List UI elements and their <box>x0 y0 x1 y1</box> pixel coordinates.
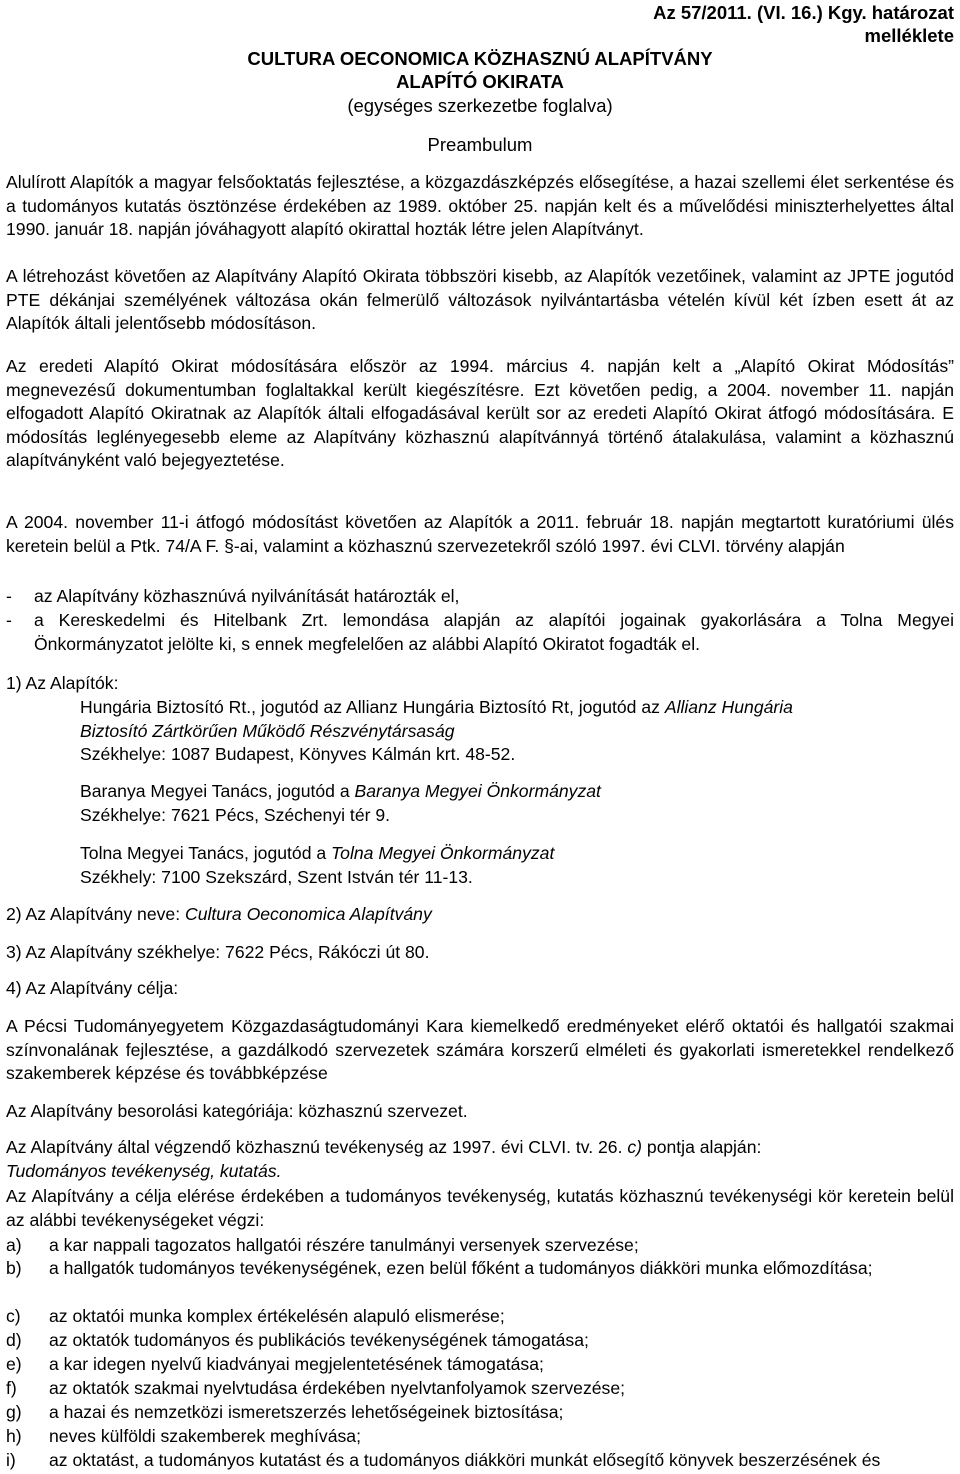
dash-item-text: az Alapítvány közhasznúvá nyilvánítását határozták el, <box>34 586 460 606</box>
founder-2-successor: Baranya Megyei Önkormányzat <box>354 781 601 801</box>
item-mark: f) <box>6 1378 17 1398</box>
founder-2-seat: Székhelye: 7621 Pécs, Széchenyi tér 9. <box>80 804 391 825</box>
founder-3-name: Tolna Megyei Tanács, jogutód a <box>80 843 327 863</box>
item-text: neves külföldi szakemberek meghívása; <box>49 1426 361 1446</box>
consolidated-note: (egységes szerkezetbe foglalva) <box>347 95 613 116</box>
item-text: az oktatók tudományos és publikációs tevékenységének támogatása; <box>49 1330 589 1350</box>
dash-mark: - <box>6 610 12 630</box>
item-text: az oktatók szakmai nyelvtudása érdekében nyelvtanfolyamok szervezése; <box>49 1378 626 1398</box>
dash-mark: - <box>6 586 12 606</box>
item-mark: i) <box>6 1450 16 1470</box>
item-mark: g) <box>6 1402 22 1422</box>
section-2 <box>6 903 954 927</box>
founder-1-successor-a: Allianz Hungária <box>664 697 793 717</box>
founder-1-name-line <box>80 696 954 720</box>
document-title: ALAPÍTÓ OKIRATA <box>396 71 564 92</box>
decree-ref-line: Az 57/2011. (VI. 16.) Kgy. határozat <box>653 2 954 23</box>
section-1-heading: 1) Az Alapítók: <box>6 673 119 693</box>
activity-text-a: Az Alapítvány által végzendő közhasznú tevékenység az 1997. évi CLVI. tv. 26. <box>6 1137 623 1157</box>
section-4-activity <box>6 1136 954 1183</box>
decree-reference <box>554 2 954 47</box>
preamble-paragraph-1: Alulírott Alapítók a magyar felsőoktatás fejlesztése, a közgazdászképzés elősegítése, a hazai szellemi élet serkentése és a tudományos kutatás ösztönzése érdekében az 1989. október 25. napján kelt és a művelődési miniszterhelyettes által 1990. január 18. napján jóváhagyott alapító okirattal hozták létre jelen Alapítványt. <box>6 172 954 239</box>
section-2-label: 2) Az Alapítvány neve: <box>6 904 181 924</box>
item-mark: e) <box>6 1354 22 1374</box>
founder-1 <box>80 696 954 767</box>
foundation-name-value: Cultura Oeconomica Alapítvány <box>184 904 432 924</box>
section-4-heading: 4) Az Alapítvány célja: <box>6 978 179 998</box>
item-text: az oktatást, a tudományos kutatást és a tudományos diákköri munkát elősegítő könyvek beszerzésének és <box>49 1450 881 1470</box>
decree-suffix-line: melléklete <box>864 24 954 46</box>
section-4-goal: A Pécsi Tudományegyetem Közgazdaságtudományi Kara kiemelkedő eredményeket elérő oktatói és hallgatói szakmai színvonalának fejlesztése, a gazdálkodó szervezetek számára korszerű elméleti és gyakorlati ismeretekkel rendelkező szakemberek képzése és továbbképzése <box>6 1016 954 1083</box>
founder-2-name-line <box>80 780 954 804</box>
preamble-paragraph-4: A 2004. november 11-i átfogó módosítást követően az Alapítók a 2011. február 18. napján megtartott kuratóriumi ülés keretein belül a Ptk. 74/A F. §-ai, valamint a közhasznú szervezetekről szóló 1997. évi CLVI. törvény alapján <box>6 512 954 556</box>
item-text: a hallgatók tudományos tevékenységének, ezen belül főként a tudományos diákköri munka előmozdítása; <box>49 1258 873 1278</box>
activity-text-c: pontja alapján: <box>646 1137 762 1157</box>
founder-3-seat: Székhely: 7100 Szekszárd, Szent István tér 11-13. <box>80 866 473 887</box>
item-mark: b) <box>6 1258 22 1278</box>
section-4-category: Az Alapítvány besorolási kategóriája: közhasznú szervezet. <box>6 1101 468 1121</box>
item-mark: c) <box>6 1306 21 1326</box>
section-3: 3) Az Alapítvány székhelye: 7622 Pécs, Rákóczi út 80. <box>6 942 430 962</box>
item-mark: d) <box>6 1330 22 1350</box>
activity-value-line <box>6 1160 954 1184</box>
item-mark: h) <box>6 1426 22 1446</box>
activity-point: c) <box>627 1137 643 1157</box>
founder-3-successor: Tolna Megyei Önkormányzat <box>331 843 555 863</box>
founder-3-name-line <box>80 842 954 866</box>
activity-value: Tudományos tevékenység, kutatás. <box>6 1160 282 1181</box>
item-text: a kar idegen nyelvű kiadványai megjelentetésének támogatása; <box>49 1354 544 1374</box>
preamble-paragraph-3: Az eredeti Alapító Okirat módosítására először az 1994. március 4. napján kelt a „Alapító Okirat Módosítás” megnevezésű dokumentumban foglaltakkal került kiegészítésre. Ezt követően pedig, a 2004. november 11. napján elfogadott Alapító Okiratnak az Alapítók általi elfogadásával került sor az eredeti Alapító Okirat átfogó módosítására. E módosítás leglényegesebb eleme az Alapítvány közhasznú alapítvánnyá történő átalakulása, valamint a közhasznú alapítványként való bejegyeztetése. <box>6 356 954 470</box>
founder-3 <box>80 842 954 889</box>
founder-1-successor-line <box>80 720 954 744</box>
founder-2 <box>80 780 954 827</box>
item-mark: a) <box>6 1235 22 1255</box>
foundation-name: CULTURA OECONOMICA KÖZHASZNÚ ALAPÍTVÁNY <box>247 48 713 69</box>
founder-2-name: Baranya Megyei Tanács, jogutód a <box>80 781 350 801</box>
item-text: az oktatói munka komplex értékelésén alapuló elismerése; <box>49 1306 505 1326</box>
preamble-heading: Preambulum <box>427 134 533 155</box>
item-text: a kar nappali tagozatos hallgatói részére tanulmányi versenyek szervezése; <box>49 1235 639 1255</box>
founder-1-name: Hungária Biztosító Rt., jogutód az Allianz Hungária Biztosító Rt, jogutód az <box>80 697 660 717</box>
preamble-paragraph-2: A létrehozást követően az Alapítvány Alapító Okirata többszöri kisebb, az Alapítók vezetőinek, valamint az JPTE jogutód PTE dékánjai személyének változása okán felmerülő változások nyilvántartásba vételén kívül két ízben esett át az Alapítók általi jelentősebb módosításon. <box>6 266 954 333</box>
founder-1-seat: Székhelye: 1087 Budapest, Könyves Kálmán krt. 48-52. <box>80 744 516 764</box>
section-4-intro: Az Alapítvány a célja elérése érdekében a tudományos tevékenység, kutatás közhasznú tevékenységi kör keretein belül az alábbi tevékenységeket végzi: <box>6 1186 954 1230</box>
item-text: a hazai és nemzetközi ismeretszerzés lehetőségeinek biztosítása; <box>49 1402 564 1422</box>
founder-1-successor-b: Biztosító Zártkörűen Működő Részvénytársaság <box>80 720 455 741</box>
activity-line <box>6 1136 954 1160</box>
dash-item-text: a Kereskedelmi és Hitelbank Zrt. lemondása alapján az alapítói jogainak gyakorlására a Tolna Megyei Önkormányzatot jelölte ki, s ennek megfelelően az alábbi Alapító Okiratot fogadták el. <box>34 610 954 654</box>
